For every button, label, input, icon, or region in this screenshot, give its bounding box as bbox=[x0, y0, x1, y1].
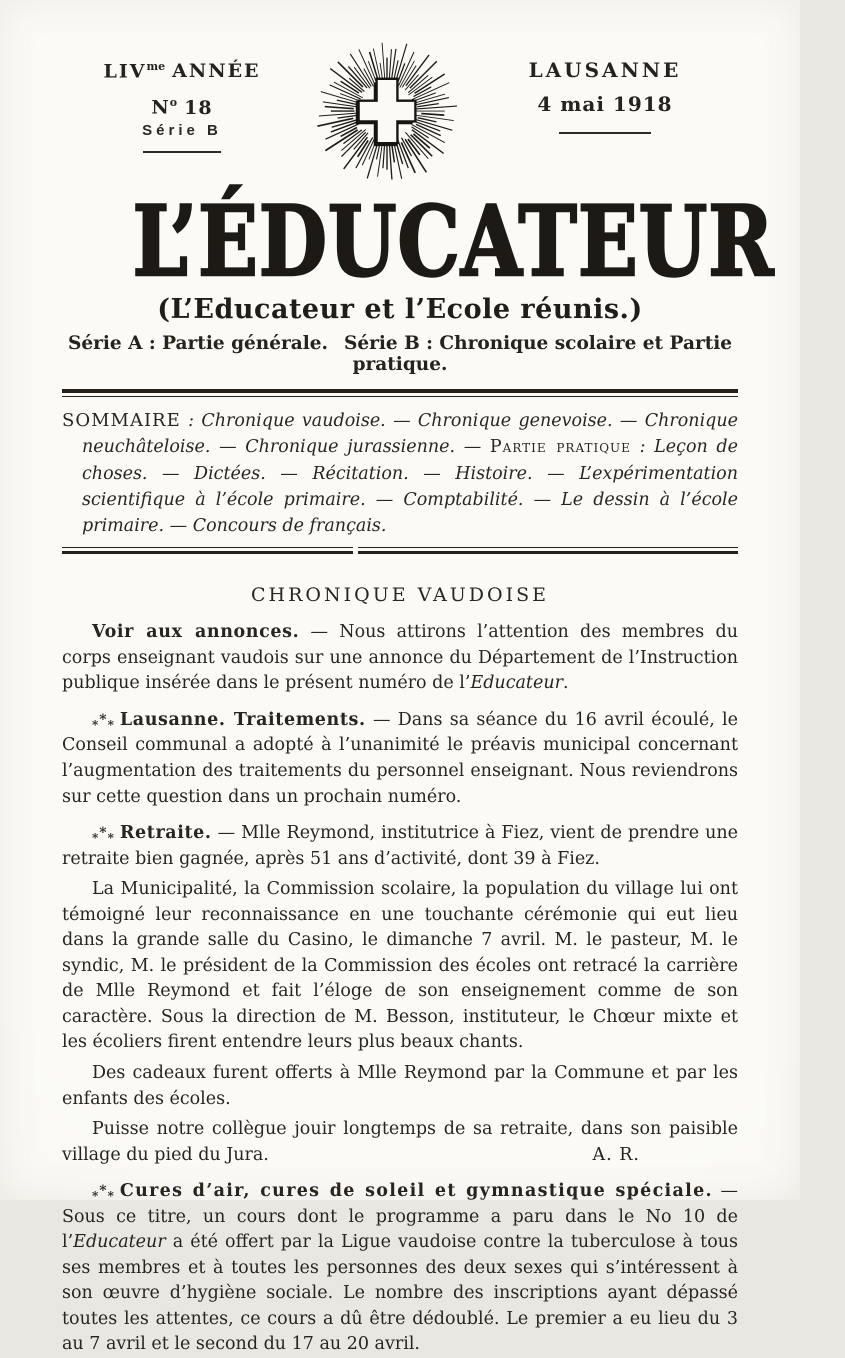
paragraph-lead: Voir aux annonces. bbox=[92, 622, 300, 643]
sommaire-label: SOMMAIRE bbox=[62, 410, 181, 431]
author-initials: A. R. bbox=[592, 1144, 640, 1165]
place-label: LAUSANNE bbox=[528, 58, 682, 82]
paragraph-body: Mlle Reymond, institutrice à Fiez, vient de prendre une retraite bien gagnée, après 51 ans d’activité, dont 39 à Fiez. bbox=[62, 823, 738, 869]
paragraph-lead: Retraite. bbox=[119, 823, 212, 844]
page-header bbox=[62, 0, 738, 188]
swiss-cross-sunburst-icon bbox=[316, 36, 458, 188]
left-divider-rule bbox=[143, 151, 221, 153]
paragraph-body: Puisse notre collègue jouir longtemps de sa retraite, dans son paisible village du pied du Jura. bbox=[62, 1119, 738, 1165]
series-note-b: Série B : Chronique scolaire et Partie pratique. bbox=[343, 333, 733, 375]
article-chronique-vaudoise bbox=[62, 584, 738, 1358]
year-roman: LIV bbox=[103, 60, 147, 83]
issue-superscript: o bbox=[169, 96, 179, 110]
series-note-a: Série A : Partie générale. bbox=[67, 333, 328, 354]
paragraph-municipalite bbox=[62, 877, 738, 1056]
header-left-block bbox=[62, 34, 302, 153]
sommaire-colon2: : bbox=[630, 437, 655, 458]
paragraph-end: . bbox=[562, 673, 569, 694]
dash: — bbox=[712, 1181, 738, 1202]
right-divider-rule bbox=[559, 132, 651, 134]
paragraph-body: Dans sa séance du 16 avril écoulé, le Conseil communal a adopté à l’unanimité le préavis municipal concernant l’augmentation des traitements du personnel enseignant. Nous reviendrons sur cette question dans un prochain numéro. bbox=[62, 709, 738, 807]
paragraph-lead: Cures d’air, cures de soleil et gymnastique spéciale. bbox=[119, 1181, 713, 1202]
top-rule bbox=[62, 389, 738, 397]
asterism-icon: *** bbox=[92, 711, 114, 732]
series-note bbox=[62, 333, 738, 375]
dash: — bbox=[299, 622, 340, 643]
dash: — bbox=[365, 709, 398, 730]
sommaire-chroniques: Chronique vaudoise. — Chronique genevoise. — Chronique neuchâteloise. — Chronique jurassienne. — bbox=[82, 411, 738, 458]
year-line bbox=[62, 60, 302, 82]
date-label: 4 mai 1918 bbox=[537, 92, 673, 116]
bottom-rule-left-segment bbox=[62, 547, 353, 554]
paragraph-body: Sous ce titre, un cours dont le programme a paru dans le No 10 de l’ bbox=[62, 1206, 738, 1253]
asterism-icon: *** bbox=[92, 1183, 114, 1204]
paragraph-cures-air bbox=[62, 1179, 738, 1358]
sommaire bbox=[62, 407, 738, 539]
paragraph-voir-annonces bbox=[62, 620, 738, 697]
year-superscript: me bbox=[146, 60, 166, 73]
header-right-block bbox=[472, 34, 738, 134]
journal-name-italic: Educateur bbox=[73, 1232, 166, 1253]
journal-title: L’ÉDUCATEUR bbox=[132, 185, 775, 298]
paragraph-lausanne-traitements bbox=[62, 708, 738, 810]
masthead bbox=[62, 185, 775, 375]
sommaire-partie-pratique: Partie pratique bbox=[489, 437, 631, 458]
issue-number bbox=[62, 96, 302, 118]
sommaire-colon: : bbox=[180, 411, 202, 431]
issue-value: 18 bbox=[184, 96, 213, 119]
journal-subtitle: (L’Educateur et l’Ecole réunis.) bbox=[157, 294, 643, 325]
paragraph-cadeaux bbox=[62, 1061, 738, 1112]
paragraph-body: a été offert par la Ligue vaudoise contre la tuberculose à tous ses membres et à toutes les personnes des deux sexes qui s’intéressent à son œuvre d’hygiène sociale. Le nombre des inscriptions ayant dépassé toutes les attentes, ce cours a dû être dédoublé. Le premier a eu lieu du 3 au 7 avril et le second du 17 au 20 avril. bbox=[62, 1232, 738, 1355]
chronique-heading: CHRONIQUE VAUDOISE bbox=[251, 584, 549, 607]
paragraph-retraite bbox=[62, 821, 738, 872]
header-emblem-block bbox=[302, 34, 472, 188]
bottom-rule-right-segment bbox=[358, 547, 738, 554]
paragraph-body: Des cadeaux furent offerts à Mlle Reymond par la Commune et par les enfants des écoles. bbox=[62, 1063, 738, 1109]
bottom-rule bbox=[62, 547, 738, 554]
sommaire-pratique-items: Leçon de choses. — Dictées. — Récitation. — Histoire. — L’expérimentation scientifique à l’école primaire. — Comptabilité. — Le dessin à l’école primaire. — Concours de français. bbox=[82, 437, 738, 536]
journal-name-italic: Educateur bbox=[470, 673, 563, 694]
issue-prefix: N bbox=[151, 96, 170, 119]
series-label: Série B bbox=[142, 121, 222, 139]
paragraph-retraite-voeux bbox=[62, 1117, 738, 1168]
paragraph-lead: Lausanne. Traitements. bbox=[119, 709, 366, 730]
year-word: ANNÉE bbox=[172, 60, 261, 83]
dash: — bbox=[211, 823, 242, 844]
asterism-icon: *** bbox=[92, 825, 114, 846]
paragraph-body: Nous attirons l’attention des membres du corps enseignant vaudois sur une annonce du Département de l’Instruction publique insérée dans le présent numéro de l’ bbox=[62, 622, 738, 694]
paragraph-body: La Municipalité, la Commission scolaire, la population du village lui ont témoigné leur reconnaissance en une touchante cérémonie qui eut lieu dans la grande salle du Casino, le dimanche 7 avril. M. le pasteur, M. le syndic, M. le président de la Commission des écoles ont retracé la carrière de Mlle Reymond et fait l’éloge de son enseignement comme de son caractère. Sous la direction de M. Besson, instituteur, le Chœur mixte et les écoliers firent entendre leurs plus beaux chants. bbox=[62, 879, 738, 1053]
